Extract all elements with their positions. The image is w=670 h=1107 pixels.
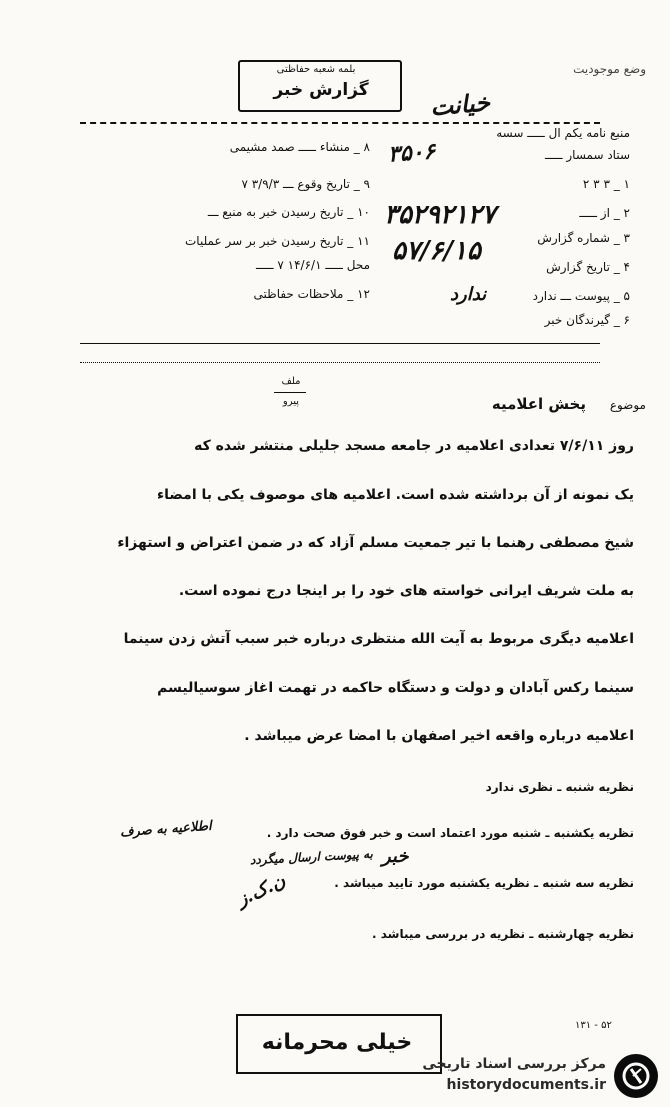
opinion-sunday: نظریه یکشنبه ـ شنبه مورد اعتماد است و خبر فوق صحت دارد . [266,826,634,840]
left-field-4: ۱۱ _ تاریخ رسیدن خبر بر سر عملیات [185,234,370,248]
opinion-wednesday: نظریه چهارشنبه ـ نظریه در بررسی میباشد . [371,927,634,941]
subject-label: موضوع [609,398,646,412]
watermark-line-1: مرکز بررسی اسناد تاریخی [422,1056,606,1072]
subject-side-top: ملف [281,376,301,387]
right-field-7: ۵ _ پیوست ـــ ندارد [532,289,630,303]
right-field-5: ۳ _ شماره گزارش [537,231,630,245]
left-field-6: ۱۲ _ ملاحظات حفاظتی [253,287,370,301]
watermark-line-2: historydocuments.ir [446,1077,606,1093]
handwritten-report-number: ۳۵۲۹۲۱۲۷ [384,200,496,230]
body-line-7: اعلامیه درباره واقعه اخیر اصفهان با امضا عرض میباشد . [244,728,634,744]
left-field-3: ۱۰ _ تاریخ رسیدن خبر به منبع ـــ [207,205,370,219]
body-line-2: یک نمونه از آن برداشته شده است. اعلامیه های موصوف یکی با امضاء [156,487,634,503]
page-code: ۱۳۱ - ۵۲ [575,1020,612,1031]
right-field-8: ۶ _ گیرندگان خبر [544,313,630,327]
footer-stamp-label: خیلی محرمانه [261,1030,413,1055]
subject-side-bottom: پیرو [282,396,300,407]
left-field-1: ۸ _ منشاء ـــــ صمد مشیمی [229,140,370,154]
header-handwriting: خیانت [429,87,492,122]
header-stamp-title: گزارش خبر [273,80,369,100]
subject-value: پخش اعلامیه [491,395,586,413]
top-right-note: وضع موجوديت [573,62,646,76]
body-line-6: سینما رکس آبادان و دولت و دستگاه حاکمه در تهمت اغاز سوسیالیسم [157,680,634,696]
body-line-1: روز ۷/۶/۱۱ تعدادی اعلامیه در جامعه مسجد جلیلی منتشر شده که [194,438,634,454]
handwritten-ref: ۳۵۰۶ [387,138,437,168]
margin-note: اطلاعیه به صرف [119,818,213,841]
left-field-5: محل ـــــ ۱۴/۶/۱ ۷ ـــــ [255,258,370,272]
right-field-4: ۲ _ از ـــــ [579,206,630,220]
table-lower-rule [80,362,600,363]
table-top-rule [80,122,600,124]
watermark [392,1052,662,1100]
handwritten-note-2: به پیوست ارسال میگردد [249,846,374,868]
body-line-3: شیخ مصطفی رهنما با تیر جمعیت مسلم آزاد که در ضمن اعتراض و استهزاء [117,535,634,551]
body-line-5: اعلامیه دیگری مربوط به آیت الله منتظری درباره خبر سبب آتش زدن سینما [123,631,634,647]
watermark-logo-glyph [621,1061,651,1091]
body-line-4: به ملت شریف ایرانی خواسته های خود را بر اینجا درج نموده است. [178,583,634,599]
subject-side-rule [274,392,306,393]
opinion-tuesday: نظریه سه شنبه ـ نظریه یکشنبه مورد تایید میباشد . [334,876,634,890]
table-bottom-rule [80,343,600,344]
right-field-3: ۱ _ ۳ ۳ ۲ [582,177,630,191]
handwritten-report-date: ۵۷/۶/۱۵ [392,236,481,266]
signature-mark: خبر [382,846,409,867]
right-field-1: منبع نامه یکم ال ـــــ سسه [496,126,630,140]
right-field-2: ستاد سمسار ـــــ [544,148,630,162]
opinion-saturday: نظریه شنبه ـ نظری ندارد [485,780,634,794]
header-stamp-top: بلمه شعبه حفاظتی [276,64,356,75]
right-field-6: ۴ _ تاریخ گزارش [546,260,630,274]
left-field-2: ۹ _ تاریخ وقوع ـــ ۳/۹/۳ ۷ [241,177,370,191]
handwritten-note-3: ن.ک.ز [233,870,289,911]
watermark-logo-icon [614,1054,658,1098]
handwritten-attachment: ندارد [450,284,487,305]
